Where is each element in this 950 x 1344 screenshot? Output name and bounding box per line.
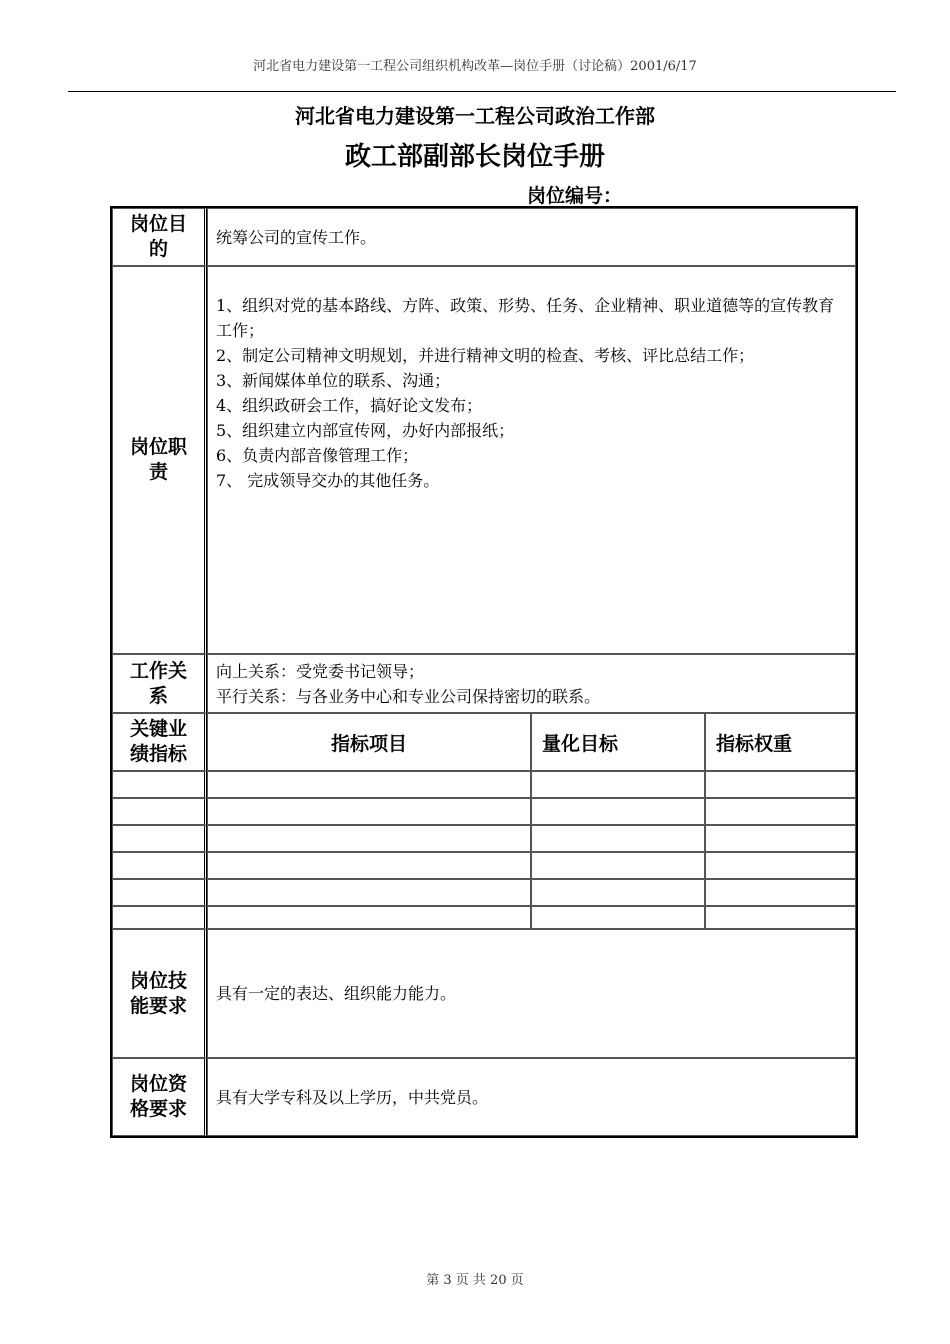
kpi-cell — [705, 879, 856, 906]
kpi-cell — [207, 906, 531, 929]
kpi-row — [112, 906, 856, 929]
kpi-label: 关键业绩指标 — [129, 718, 187, 765]
qualifications-label-cell — [112, 1058, 207, 1136]
organization-title: 河北省电力建设第一工程公司政治工作部 — [295, 104, 655, 128]
parallel-relation: 平行关系：与各业务中心和专业公司保持密切的联系。 — [216, 686, 601, 706]
kpi-cell — [207, 825, 531, 852]
duties-label: 岗位职责 — [129, 436, 187, 483]
purpose-label: 岗位目的 — [129, 213, 187, 260]
skills-content: 具有一定的表达、组织能力能力。 — [207, 929, 856, 1058]
kpi-cell — [705, 798, 856, 825]
relations-row — [112, 654, 856, 713]
duty-item: 7、 完成领导交办的其他任务。 — [216, 471, 440, 490]
purpose-content: 统筹公司的宣传工作。 — [207, 208, 856, 266]
kpi-cell — [531, 825, 705, 852]
purpose-row — [112, 208, 856, 266]
kpi-cell — [112, 879, 207, 906]
kpi-col-weight: 指标权重 — [705, 713, 856, 771]
duty-item: 4、组织政研会工作，搞好论文发布； — [216, 396, 483, 415]
kpi-row — [112, 798, 856, 825]
relations-label-cell — [112, 654, 207, 713]
duties-label-cell — [112, 266, 207, 654]
kpi-cell — [705, 771, 856, 798]
qualifications-content: 具有大学专科及以上学历，中共党员。 — [207, 1058, 856, 1136]
kpi-row — [112, 771, 856, 798]
header-rule — [68, 91, 896, 92]
duties-list — [216, 293, 849, 493]
kpi-cell — [705, 852, 856, 879]
upward-relation: 向上关系：受党委书记领导； — [216, 661, 425, 681]
post-number-label: 岗位编号： — [527, 185, 623, 207]
kpi-cell — [112, 852, 207, 879]
kpi-cell — [207, 852, 531, 879]
duty-item: 3、新闻媒体单位的联系、沟通； — [216, 371, 451, 390]
kpi-cell — [112, 771, 207, 798]
kpi-row — [112, 825, 856, 852]
kpi-cell — [207, 879, 531, 906]
kpi-cell — [207, 771, 531, 798]
kpi-cell — [112, 825, 207, 852]
kpi-header-row — [112, 713, 856, 771]
skills-label: 岗位技能要求 — [129, 969, 187, 1017]
qualifications-label: 岗位资格要求 — [129, 1073, 187, 1120]
kpi-col-target: 量化目标 — [531, 713, 705, 771]
kpi-cell — [531, 906, 705, 929]
duty-item: 2、制定公司精神文明规划，并进行精神文明的检查、考核、评比总结工作； — [216, 346, 755, 365]
page-footer: 第 3 页 共 20 页 — [426, 1273, 524, 1288]
kpi-col-item: 指标项目 — [207, 713, 531, 771]
relations-content — [207, 654, 856, 713]
kpi-cell — [207, 798, 531, 825]
duty-item: 5、组织建立内部宣传网，办好内部报纸； — [216, 421, 515, 440]
duties-content — [207, 266, 856, 654]
running-header: 河北省电力建设第一工程公司组织机构改革—岗位手册（讨论稿）2001/6/17 — [253, 59, 697, 74]
job-description-table — [110, 206, 858, 1138]
kpi-label-cell — [112, 713, 207, 771]
skills-label-cell — [112, 929, 207, 1058]
skills-row — [112, 929, 856, 1058]
purpose-label-cell — [112, 208, 207, 266]
kpi-row — [112, 879, 856, 906]
kpi-cell — [112, 798, 207, 825]
relations-label: 工作关系 — [129, 659, 187, 707]
kpi-cell — [705, 825, 856, 852]
kpi-cell — [705, 906, 856, 929]
qualifications-row — [112, 1058, 856, 1136]
manual-title: 政工部副部长岗位手册 — [344, 142, 605, 172]
kpi-cell — [531, 879, 705, 906]
kpi-cell — [531, 771, 705, 798]
kpi-cell — [112, 906, 207, 929]
kpi-cell — [531, 798, 705, 825]
duty-item: 1、组织对党的基本路线、方阵、政策、形势、任务、企业精神、职业道德等的宣传教育工作； — [216, 296, 835, 340]
kpi-cell — [531, 852, 705, 879]
duty-item: 6、负责内部音像管理工作； — [216, 446, 419, 465]
kpi-row — [112, 852, 856, 879]
duties-row — [112, 266, 856, 654]
